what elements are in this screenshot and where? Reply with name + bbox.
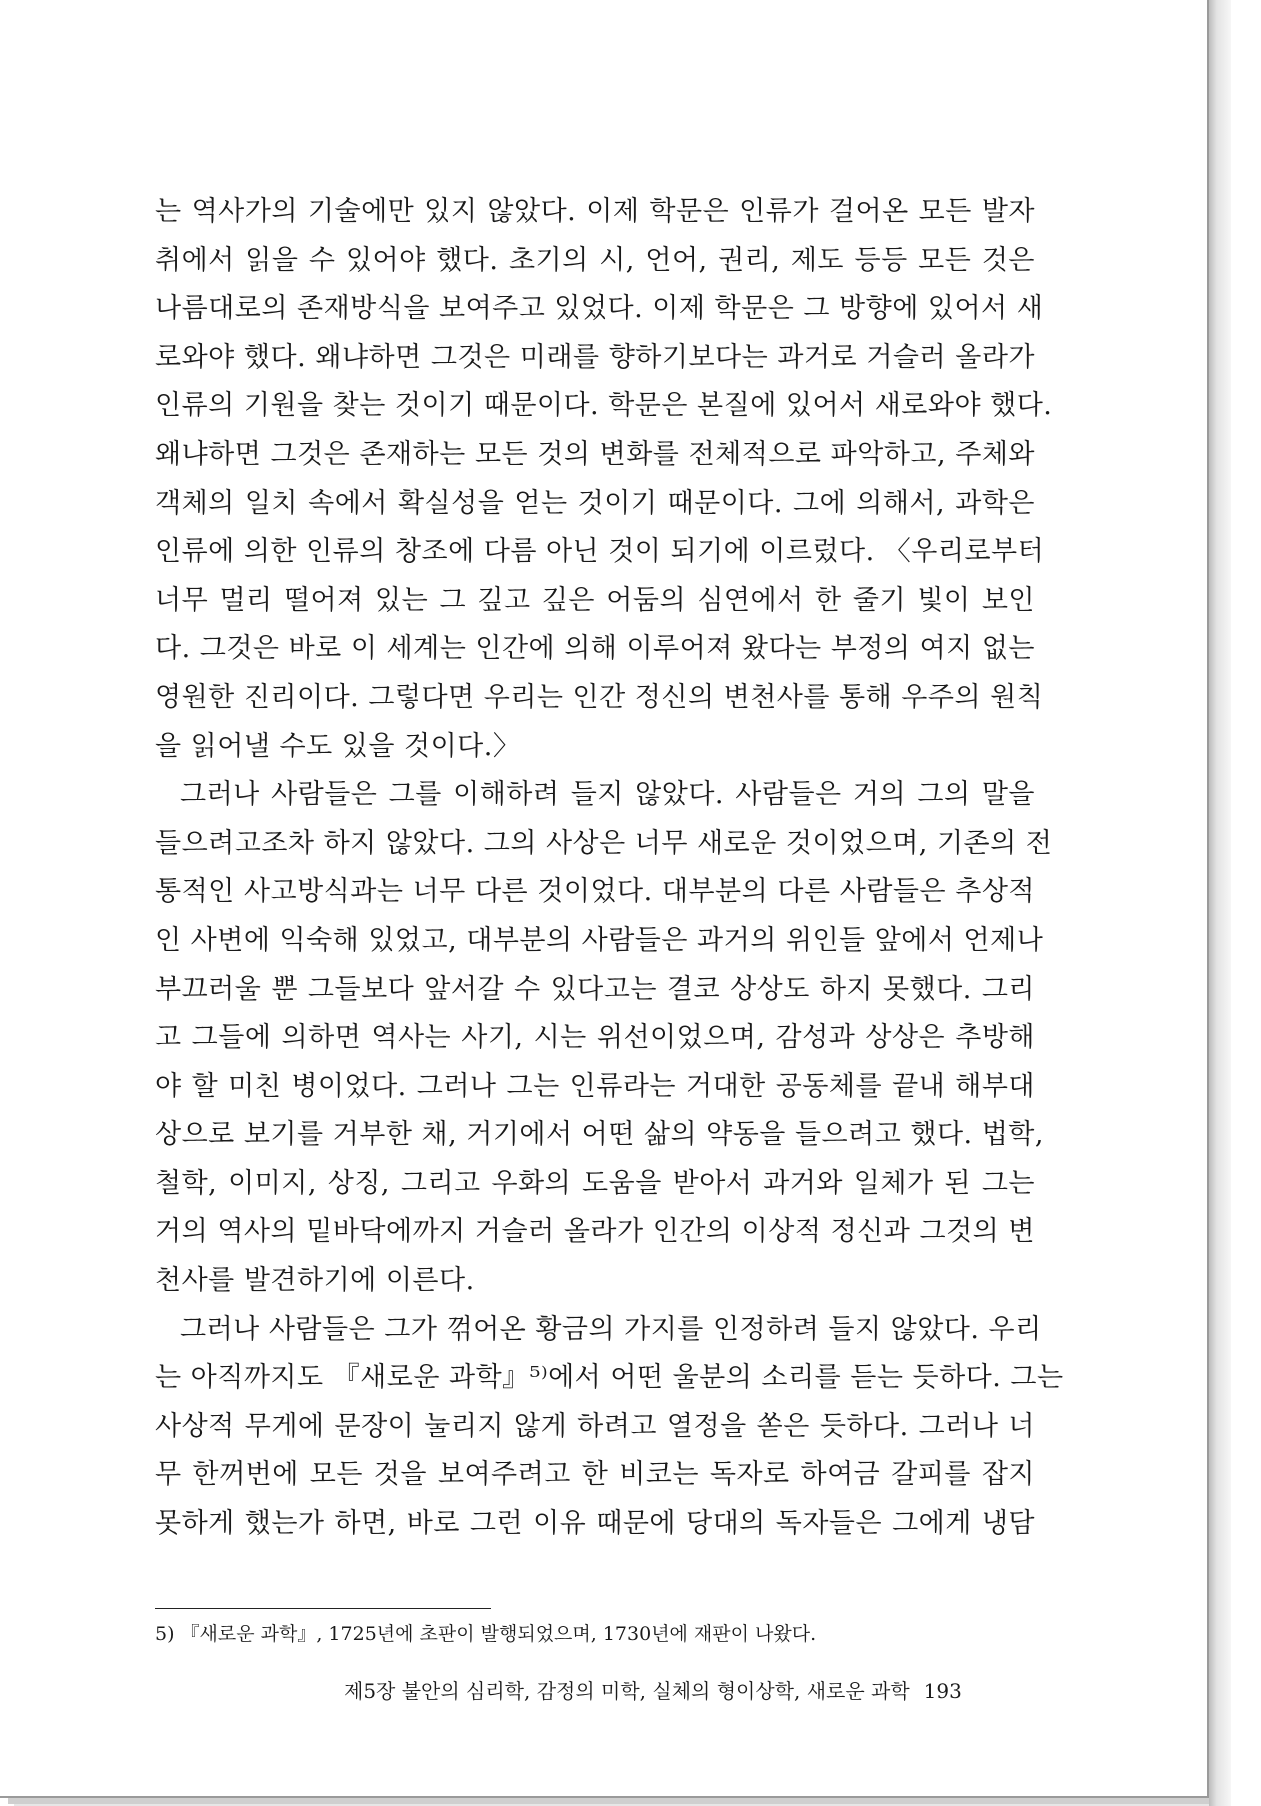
text-line: 취에서 읽을 수 있어야 했다. 초기의 시, 언어, 권리, 제도 등등 모든 것은 <box>155 244 1035 276</box>
text-line: 부끄러울 뿐 그들보다 앞서갈 수 있다고는 결코 상상도 하지 못했다. 그리 <box>155 973 1035 1005</box>
text-line: 고 그들에 의하면 역사는 사기, 시는 위선이었으며, 감성과 상상은 추방해 <box>155 1022 1035 1054</box>
text-line: 그러나 사람들은 그가 꺾어온 황금의 가지를 인정하려 들지 않았다. 우리 <box>180 1313 1042 1345</box>
text-line: 거의 역사의 밑바닥에까지 거슬러 올라가 인간의 이상적 정신과 그것의 변 <box>155 1216 1035 1248</box>
text-line: 인류에 의한 인류의 창조에 다름 아닌 것이 되기에 이르렀다. 〈우리로부터 <box>155 536 1045 568</box>
text-line: 야 할 미친 병이었다. 그러나 그는 인류라는 거대한 공동체를 끝내 해부대 <box>155 1070 1035 1102</box>
text-line: 그러나 사람들은 그를 이해하려 들지 않았다. 사람들은 거의 그의 말을 <box>180 779 1035 811</box>
text-line: 왜냐하면 그것은 존재하는 모든 것의 변화를 전체적으로 파악하고, 주체와 <box>155 438 1035 470</box>
text-line: 들으려고조차 하지 않았다. 그의 사상은 너무 새로운 것이었으며, 기존의 전 <box>155 827 1053 859</box>
text-line: 는 역사가의 기술에만 있지 않았다. 이제 학문은 인류가 걸어온 모든 발자 <box>155 196 1035 227</box>
text-line: 인류의 기원을 찾는 것이기 때문이다. 학문은 본질에 있어서 새로와야 했다. <box>155 390 1053 422</box>
text-line: 너무 멀리 떨어져 있는 그 깊고 깊은 어둠의 심연에서 한 줄기 빛이 보인 <box>155 584 1035 616</box>
text-line: 는 아직까지도 『새로운 과학』⁵⁾에서 어떤 울분의 소리를 듣는 듯하다. 그는 <box>155 1362 1064 1394</box>
running-footer <box>344 1677 1004 1705</box>
text-line: 무 한꺼번에 모든 것을 보여주려고 한 비코는 독자로 하여금 갈피를 잡지 <box>155 1459 1035 1491</box>
body-text <box>155 188 1064 1549</box>
footnote: 5) 『새로운 과학』, 1725년에 초판이 발행되었으며, 1730년에 재판이 나왔다. <box>155 1623 817 1645</box>
running-title: 제5장 불안의 심리학, 감정의 미학, 실체의 형이상학, 새로운 과학 <box>344 1679 910 1703</box>
text-line: 철학, 이미지, 상징, 그리고 우화의 도움을 받아서 과거와 일체가 된 그는 <box>155 1167 1035 1199</box>
footnote-rule <box>155 1608 491 1609</box>
text-line: 로와야 했다. 왜냐하면 그것은 미래를 향하기보다는 과거로 거슬러 올라가 <box>155 341 1035 373</box>
page-edge-shadow <box>1209 0 1231 1806</box>
page-number: 193 <box>923 1679 962 1703</box>
text-line: 천사를 발견하기에 이른다. <box>155 1265 475 1297</box>
text-line: 상으로 보기를 거부한 채, 거기에서 어떤 삶의 약동을 들으려고 했다. 법학, <box>155 1119 1044 1151</box>
text-line: 영원한 진리이다. 그렇다면 우리는 인간 정신의 변천사를 통해 우주의 원칙 <box>155 681 1044 713</box>
text-line: 다. 그것은 바로 이 세계는 인간에 의해 이루어져 왔다는 부정의 여지 없는 <box>155 633 1035 665</box>
text-line: 을 읽어낼 수도 있을 것이다.〉 <box>155 730 521 762</box>
text-line: 객체의 일치 속에서 확실성을 얻는 것이기 때문이다. 그에 의해서, 과학은 <box>155 487 1035 519</box>
text-line: 사상적 무게에 문장이 눌리지 않게 하려고 열정을 쏟은 듯하다. 그러나 너 <box>155 1410 1035 1442</box>
text-line: 나름대로의 존재방식을 보여주고 있었다. 이제 학문은 그 방향에 있어서 새 <box>155 293 1044 325</box>
text-line: 통적인 사고방식과는 너무 다른 것이었다. 대부분의 다른 사람들은 추상적 <box>155 876 1035 908</box>
text-line: 인 사변에 익숙해 있었고, 대부분의 사람들은 과거의 위인들 앞에서 언제나 <box>155 924 1044 956</box>
text-line: 못하게 했는가 하면, 바로 그런 이유 때문에 당대의 독자들은 그에게 냉담 <box>155 1508 1035 1540</box>
